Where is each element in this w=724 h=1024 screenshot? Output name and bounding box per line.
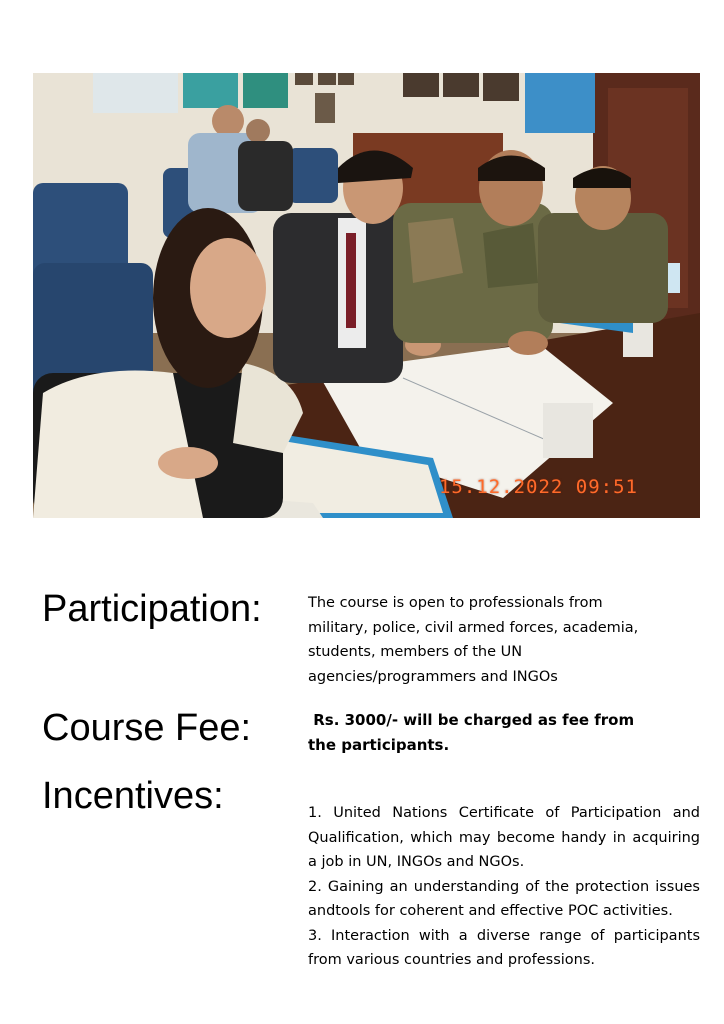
photo-timestamp: 15.12.2022 09:51 bbox=[438, 476, 638, 498]
course-fee-heading: Course Fee: bbox=[42, 707, 252, 749]
participation-heading: Participation: bbox=[42, 588, 262, 630]
participation-line: military, police, civil armed forces, academia, bbox=[308, 619, 639, 636]
incentive-item: 1. United Nations Certificate of Participation and Qualification, which may become handy in acquiring a job in UN, INGOs and NGOs. bbox=[308, 805, 700, 870]
photo-illustration bbox=[33, 73, 700, 518]
participation-line: The course is open to professionals from bbox=[308, 595, 603, 611]
incentive-item: 3. Interaction with a diverse range of participants from various countries and professions. bbox=[308, 927, 700, 968]
incentives-list bbox=[308, 801, 700, 973]
course-fee-line: the participants. bbox=[308, 735, 450, 754]
course-fee-line: Rs. 3000/- will be charged as fee from bbox=[308, 711, 635, 729]
participation-line: agencies/programmers and INGOs bbox=[308, 668, 558, 685]
participation-text bbox=[308, 591, 668, 689]
course-fee-text bbox=[308, 708, 678, 757]
incentive-item: 2. Gaining an understanding of the protection issues andtools for coherent and effective POC activities. bbox=[308, 878, 700, 919]
training-session-photo bbox=[33, 73, 700, 518]
participation-line: students, members of the UN bbox=[308, 644, 523, 660]
incentives-heading: Incentives: bbox=[42, 775, 224, 817]
